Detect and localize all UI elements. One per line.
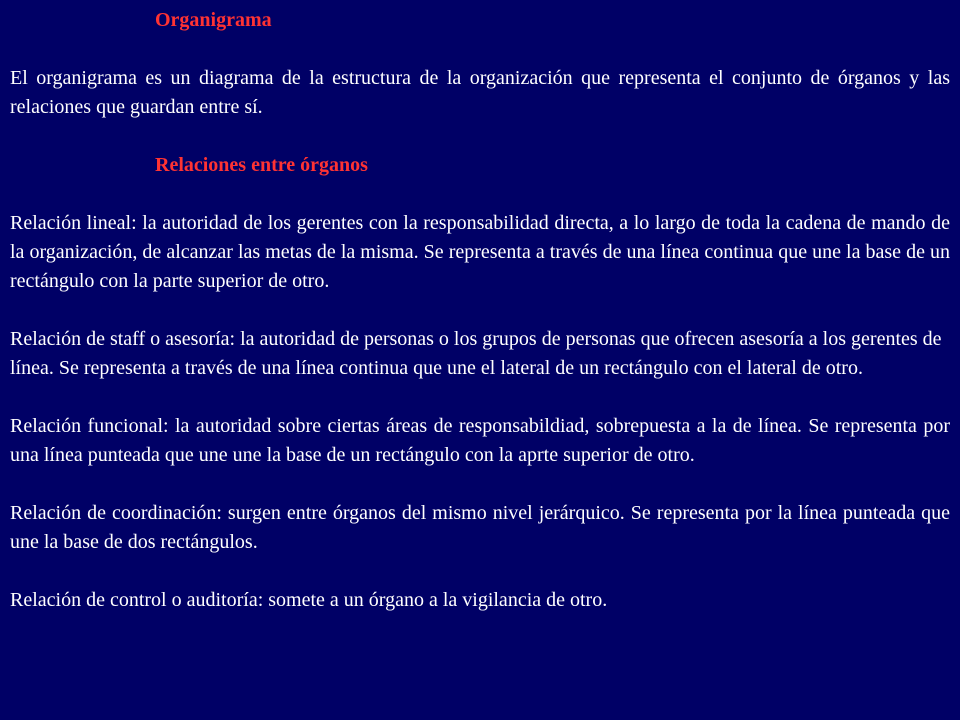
slide-title: Organigrama — [155, 9, 272, 31]
paragraph-relacion-coordinacion: Relación de coordinación: surgen entre órganos del mismo nivel jerárquico. Se representa por la línea punteada que une la base de dos rectángulos. — [10, 502, 950, 553]
paragraph-relacion-control: Relación de control o auditoría: somete a un órgano a la vigilancia de otro. — [10, 589, 608, 611]
section-subtitle: Relaciones entre órganos — [155, 154, 368, 176]
intro-paragraph: El organigrama es un diagrama de la estructura de la organización que representa el conjunto de órganos y las relaciones que guardan entre sí. — [10, 67, 950, 118]
paragraph-relacion-funcional: Relación funcional: la autoridad sobre ciertas áreas de responsabildiad, sobrepuesta a la de línea. Se representa por una línea punteada que une une la base de un rectángulo con la aprte superior de otro. — [10, 415, 950, 466]
paragraph-relacion-staff: Relación de staff o asesoría: la autoridad de personas o los grupos de personas que ofrecen asesoría a los gerentes de línea. Se representa a través de una línea continua que une el lateral de un rectángulo con el lateral de otro. — [10, 328, 942, 379]
paragraph-relacion-lineal: Relación lineal: la autoridad de los gerentes con la responsabilidad directa, a lo largo de toda la cadena de mando de la organización, de alcanzar las metas de la misma. Se representa a través de una línea continua que une la base de un rectángulo con la parte superior de otro. — [10, 212, 950, 292]
